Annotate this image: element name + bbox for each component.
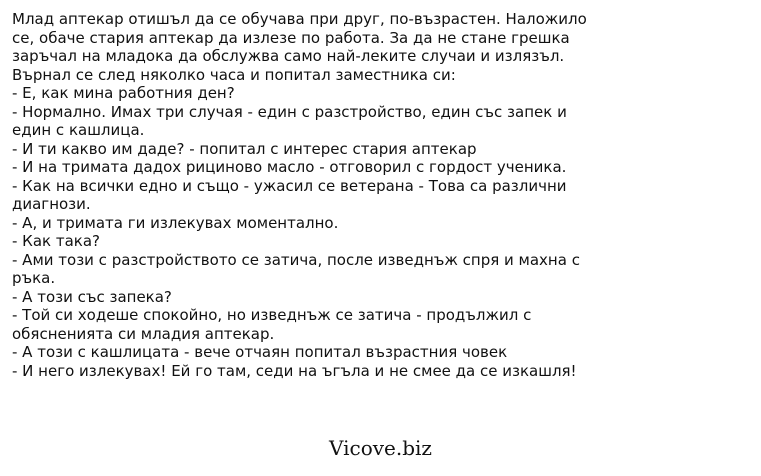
dialogue-line: - Той си ходеше спокойно, но изведнъж се затича - продължил с [12, 306, 532, 324]
text-line: заръчал на младока да обслужва само най-леките случаи и излязъл. [12, 47, 565, 65]
dialogue-line: - И ти какво им даде? - попитал с интерес стария аптекар [12, 139, 477, 158]
text-line: Върнал се след няколко часа и попитал заместника си: [12, 65, 456, 84]
dialogue-line: - Нормално. Имах три случая - един с разстройство, един със запек и [12, 102, 567, 121]
dialogue-line: - Как на всички едно и също - ужасил се ветерана - Това са различни [12, 176, 567, 195]
dialogue-line: - А, и тримата ги излекувах моментално. [12, 213, 339, 232]
dialogue-line: - И него излекувах! Ей го там, седи на ъгъла и не смее да се изкашля! [12, 361, 577, 380]
text-line: се, обаче стария аптекар да излезе по работа. За да не стане грешка [12, 28, 570, 47]
dialogue-line: - Е, как мина работния ден? [12, 84, 235, 102]
dialogue-line: - И на тримата дадох рициново масло - отговорил с гордост ученика. [12, 158, 567, 176]
dialogue-line: ръка. [12, 269, 56, 287]
dialogue-line: диагнози. [12, 195, 91, 213]
dialogue-line: - Как така? [12, 232, 100, 250]
dialogue-line: - А този със запека? [12, 287, 172, 306]
joke-text [12, 10, 757, 380]
text-line: Млад аптекар отишъл да се обучава при друг, по-възрастен. Наложило [12, 10, 587, 28]
dialogue-line: един с кашлица. [12, 121, 145, 139]
dialogue-line: - А този с кашлицата - вече отчаян попитал възрастния човек [12, 343, 508, 361]
dialogue-line: - Ами този с разстройството се затича, после изведнъж спря и махна с [12, 250, 580, 269]
site-watermark: Vicove.biz [329, 436, 432, 460]
dialogue-line: обясненията си младия аптекар. [12, 324, 275, 343]
